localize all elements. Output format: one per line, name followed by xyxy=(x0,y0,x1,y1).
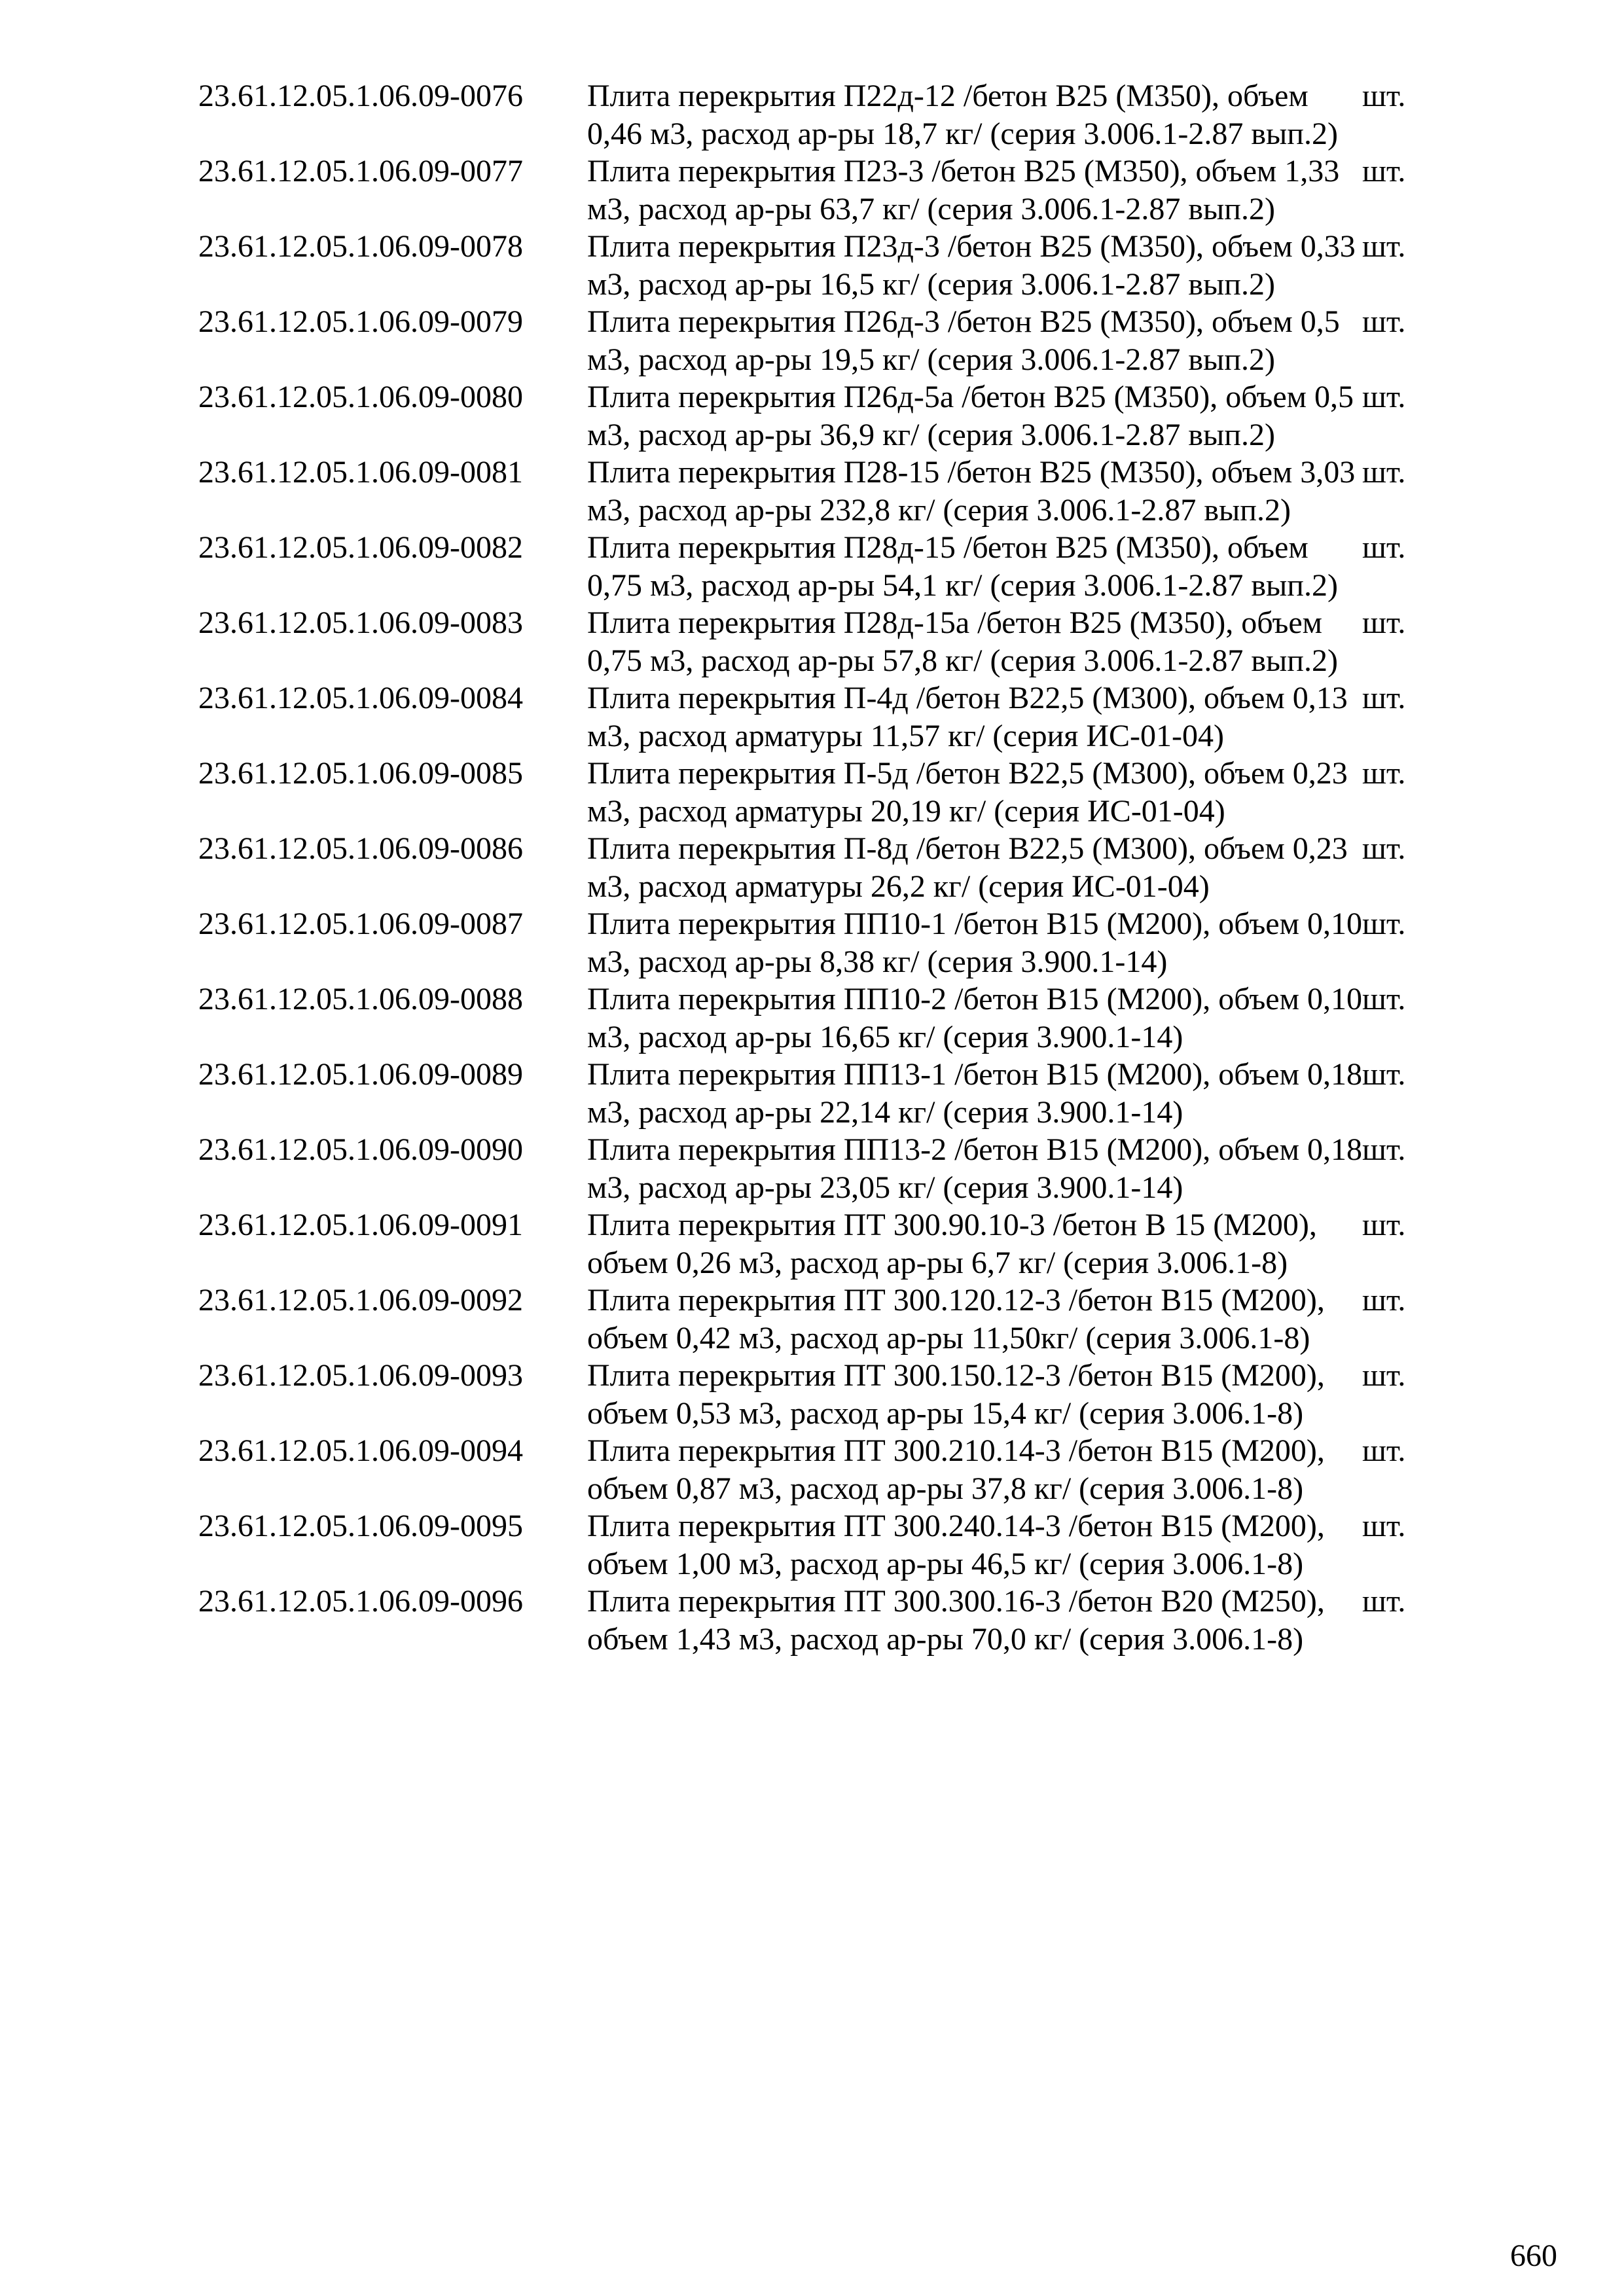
table-row xyxy=(198,529,1442,604)
item-description: Плита перекрытия П23д-3 /бетон В25 (М350), объем 0,33 м3, расход ар-ры 16,5 кг/ (серия 3.006.1-2.87 вып.2) xyxy=(587,229,1356,302)
item-unit: шт. xyxy=(1362,380,1406,414)
item-code: 23.61.12.05.1.06.09-0083 xyxy=(198,605,523,640)
item-description: Плита перекрытия П23-3 /бетон В25 (М350), объем 1,33 м3, расход ар-ры 63,7 кг/ (серия 3.006.1-2.87 вып.2) xyxy=(587,154,1340,226)
item-code: 23.61.12.05.1.06.09-0087 xyxy=(198,906,523,941)
item-unit: шт. xyxy=(1362,681,1406,715)
item-description: Плита перекрытия П-5д /бетон В22,5 (М300), объем 0,23 м3, расход арматуры 20,19 кг/ (серия ИС-01-04) xyxy=(587,756,1348,829)
item-unit: шт. xyxy=(1362,1208,1406,1242)
item-description: Плита перекрытия ПП10-2 /бетон В15 (М200), объем 0,10 м3, расход ар-ры 16,65 кг/ (серия 3.900.1-14) xyxy=(587,982,1362,1054)
table-row xyxy=(198,1282,1442,1357)
table-row xyxy=(198,1131,1442,1206)
table-row xyxy=(198,980,1442,1056)
item-code: 23.61.12.05.1.06.09-0096 xyxy=(198,1584,523,1619)
table-row xyxy=(198,905,1442,980)
item-description: Плита перекрытия ПП13-1 /бетон В15 (М200), объем 0,18 м3, расход ар-ры 22,14 кг/ (серия 3.900.1-14) xyxy=(587,1057,1362,1130)
page-number: 660 xyxy=(1510,2238,1557,2273)
item-description: Плита перекрытия ПТ 300.120.12-3 /бетон В15 (М200), объем 0,42 м3, расход ар-ры 11,50кг/ (серия 3.006.1-8) xyxy=(587,1283,1325,1355)
table-row xyxy=(198,77,1442,152)
item-unit: шт. xyxy=(1362,982,1406,1016)
item-description: Плита перекрытия ПТ 300.210.14-3 /бетон В15 (М200), объем 0,87 м3, расход ар-ры 37,8 кг/ (серия 3.006.1-8) xyxy=(587,1433,1325,1506)
table-row xyxy=(198,1357,1442,1432)
item-code: 23.61.12.05.1.06.09-0084 xyxy=(198,681,523,715)
item-unit: шт. xyxy=(1362,1283,1406,1318)
item-description: Плита перекрытия ПП10-1 /бетон В15 (М200), объем 0,10 м3, расход ар-ры 8,38 кг/ (серия 3.900.1-14) xyxy=(587,906,1362,979)
item-unit: шт. xyxy=(1362,1132,1406,1167)
item-code: 23.61.12.05.1.06.09-0092 xyxy=(198,1283,523,1318)
table-row xyxy=(198,152,1442,228)
item-code: 23.61.12.05.1.06.09-0086 xyxy=(198,831,523,866)
item-code: 23.61.12.05.1.06.09-0077 xyxy=(198,154,523,188)
item-description: Плита перекрытия ПП13-2 /бетон В15 (М200), объем 0,18 м3, расход ар-ры 23,05 кг/ (серия 3.900.1-14) xyxy=(587,1132,1362,1205)
item-unit: шт. xyxy=(1362,605,1406,640)
item-unit: шт. xyxy=(1362,831,1406,866)
table-row xyxy=(198,454,1442,529)
item-unit: шт. xyxy=(1362,906,1406,941)
item-code: 23.61.12.05.1.06.09-0088 xyxy=(198,982,523,1016)
item-description: Плита перекрытия П28-15 /бетон В25 (М350), объем 3,03 м3, расход ар-ры 232,8 кг/ (серия 3.006.1-2.87 вып.2) xyxy=(587,455,1356,528)
item-unit: шт. xyxy=(1362,1057,1406,1092)
item-unit: шт. xyxy=(1362,1433,1406,1468)
item-description: Плита перекрытия П22д-12 /бетон В25 (М350), объем 0,46 м3, расход ар-ры 18,7 кг/ (серия 3.006.1-2.87 вып.2) xyxy=(587,79,1338,151)
item-code: 23.61.12.05.1.06.09-0093 xyxy=(198,1358,523,1393)
item-code: 23.61.12.05.1.06.09-0079 xyxy=(198,304,523,339)
price-list-table xyxy=(198,77,1442,1658)
table-row xyxy=(198,1206,1442,1282)
table-row xyxy=(198,378,1442,454)
item-code: 23.61.12.05.1.06.09-0080 xyxy=(198,380,523,414)
item-code: 23.61.12.05.1.06.09-0076 xyxy=(198,79,523,113)
item-unit: шт. xyxy=(1362,154,1406,188)
item-unit: шт. xyxy=(1362,1358,1406,1393)
item-code: 23.61.12.05.1.06.09-0081 xyxy=(198,455,523,490)
table-row xyxy=(198,1056,1442,1131)
item-unit: шт. xyxy=(1362,79,1406,113)
table-row xyxy=(198,1583,1442,1658)
table-row xyxy=(198,1432,1442,1507)
item-code: 23.61.12.05.1.06.09-0094 xyxy=(198,1433,523,1468)
item-description: Плита перекрытия П28д-15 /бетон В25 (М350), объем 0,75 м3, расход ар-ры 54,1 кг/ (серия 3.006.1-2.87 вып.2) xyxy=(587,530,1338,603)
item-description: Плита перекрытия ПТ 300.90.10-3 /бетон В 15 (М200), объем 0,26 м3, расход ар-ры 6,7 кг/ (серия 3.006.1-8) xyxy=(587,1208,1317,1280)
table-row xyxy=(198,303,1442,378)
item-code: 23.61.12.05.1.06.09-0082 xyxy=(198,530,523,565)
table-row xyxy=(198,679,1442,755)
item-description: Плита перекрытия ПТ 300.150.12-3 /бетон В15 (М200), объем 0,53 м3, расход ар-ры 15,4 кг/ (серия 3.006.1-8) xyxy=(587,1358,1325,1431)
item-unit: шт. xyxy=(1362,530,1406,565)
item-code: 23.61.12.05.1.06.09-0095 xyxy=(198,1509,523,1543)
item-description: Плита перекрытия ПТ 300.240.14-3 /бетон В15 (М200), объем 1,00 м3, расход ар-ры 46,5 кг/ (серия 3.006.1-8) xyxy=(587,1509,1325,1581)
item-description: Плита перекрытия П26д-5а /бетон В25 (М350), объем 0,5 м3, расход ар-ры 36,9 кг/ (серия 3.006.1-2.87 вып.2) xyxy=(587,380,1354,452)
item-description: Плита перекрытия П-4д /бетон В22,5 (М300), объем 0,13 м3, расход арматуры 11,57 кг/ (серия ИС-01-04) xyxy=(587,681,1348,753)
item-unit: шт. xyxy=(1362,455,1406,490)
item-unit: шт. xyxy=(1362,756,1406,791)
item-unit: шт. xyxy=(1362,1509,1406,1543)
table-row xyxy=(198,830,1442,905)
table-row xyxy=(198,228,1442,303)
item-code: 23.61.12.05.1.06.09-0090 xyxy=(198,1132,523,1167)
item-code: 23.61.12.05.1.06.09-0085 xyxy=(198,756,523,791)
table-row xyxy=(198,1507,1442,1583)
table-row xyxy=(198,755,1442,830)
item-code: 23.61.12.05.1.06.09-0089 xyxy=(198,1057,523,1092)
item-code: 23.61.12.05.1.06.09-0091 xyxy=(198,1208,523,1242)
item-description: Плита перекрытия ПТ 300.300.16-3 /бетон В20 (М250), объем 1,43 м3, расход ар-ры 70,0 кг/ (серия 3.006.1-8) xyxy=(587,1584,1325,1657)
item-unit: шт. xyxy=(1362,229,1406,264)
item-unit: шт. xyxy=(1362,1584,1406,1619)
table-row xyxy=(198,604,1442,679)
item-code: 23.61.12.05.1.06.09-0078 xyxy=(198,229,523,264)
item-unit: шт. xyxy=(1362,304,1406,339)
item-description: Плита перекрытия П26д-3 /бетон В25 (М350), объем 0,5 м3, расход ар-ры 19,5 кг/ (серия 3.006.1-2.87 вып.2) xyxy=(587,304,1340,377)
item-description: Плита перекрытия П28д-15а /бетон В25 (М350), объем 0,75 м3, расход ар-ры 57,8 кг/ (серия 3.006.1-2.87 вып.2) xyxy=(587,605,1338,678)
item-description: Плита перекрытия П-8д /бетон В22,5 (М300), объем 0,23 м3, расход арматуры 26,2 кг/ (серия ИС-01-04) xyxy=(587,831,1348,904)
